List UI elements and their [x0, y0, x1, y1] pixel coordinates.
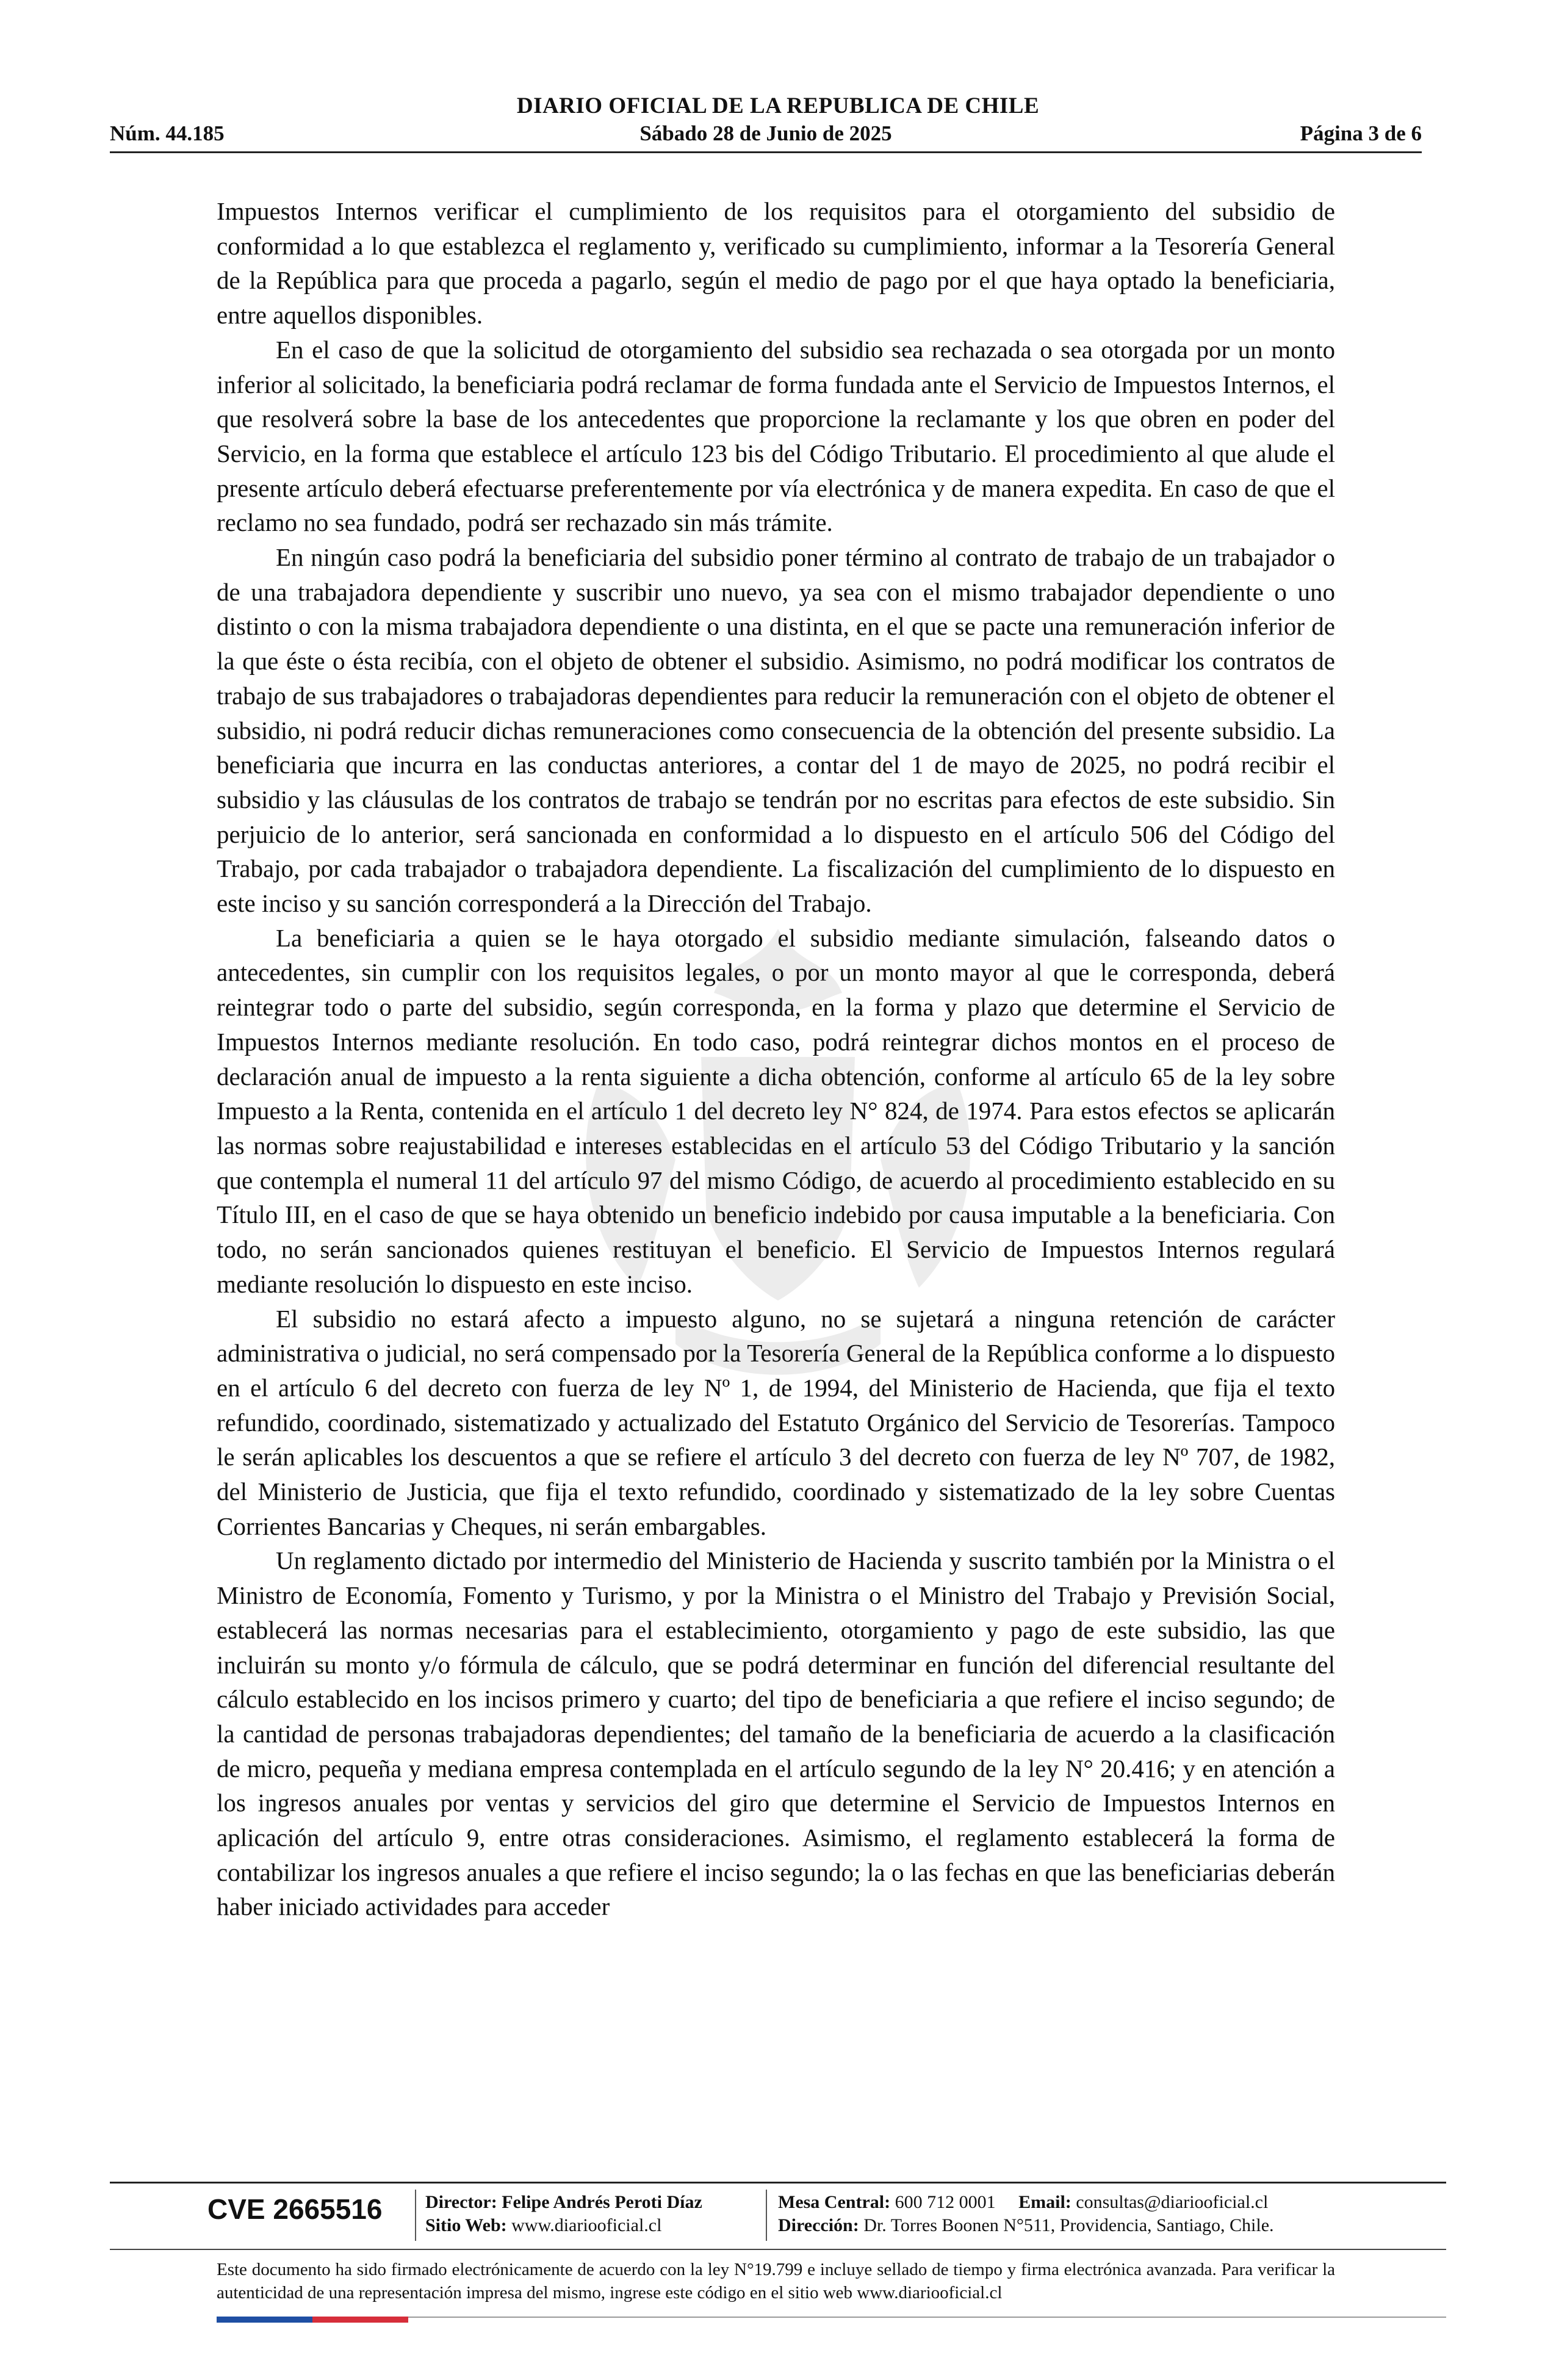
paragraph: Un reglamento dictado por intermedio del Ministerio de Hacienda y suscrito también por la Ministra o el Ministro de Economía, Fomento y Turismo, y por la Ministra o el Ministro del Trabajo y Previsión Social, establecerá las normas necesarias para el establecimiento, otorgamiento y pago de este subsidio, las que incluirán su monto y/o fórmula de cálculo, que se podrá determinar en función del diferencial resultante del cálculo establecido en los incisos primero y cuarto; del tipo de beneficiaria a que refiere el inciso segundo; de la cantidad de personas trabajadoras dependientes; del tamaño de la beneficiaria de acuerdo a la clasificación de micro, pequeña y mediana empresa contemplada en el artículo segundo de la ley N° 20.416; y en atención a los ingresos anuales por ventas y servicios del giro que determine el Servicio de Impuestos Internos en aplicación del artículo 9, entre otras consideraciones. Asimismo, el reglamento establecerá la forma de contabilizar los ingresos anuales a que refiere el inciso segundo; la o las fechas en que las beneficiarias deberán haber iniciado actividades para acceder [217, 1546, 1335, 1921]
website-link[interactable]: www.diariooficial.cl [511, 2215, 662, 2235]
paragraph: La beneficiaria a quien se le haya otorgado el subsidio mediante simulación, falseando datos o antecedentes, sin cumplir con los requisitos legales, o por un monto mayor al que le corresponda, deberá reintegrar todo o parte del subsidio, según corresponda, en la forma y plazo que determine el Servicio de Impuestos Internos mediante resolución. En todo caso, podrá reintegrar dichos montos en el proceso de declaración anual de impuesto a la renta siguiente a dicha obtención, conforme al artículo 65 de la ley sobre Impuesto a la Renta, contenida en el artículo 1 del decreto ley N° 824, de 1974. Para estos efectos se aplicarán las normas sobre reajustabilidad e intereses establecidas en el artículo 53 del Código Tributario y la sanción que contempla el numeral 11 del artículo 97 del mismo Código, de acuerdo al procedimiento establecido en su Título III, en el caso de que se haya obtenido un beneficio indebido por causa imputable a la beneficiaria. Con todo, no serán sancionados quienes restituyan el beneficio. El Servicio de Impuestos Internos regulará mediante resolución lo dispuesto en este inciso. [217, 923, 1335, 1298]
address-value: Dr. Torres Boonen N°511, Providencia, Santiago, Chile. [863, 2215, 1274, 2235]
article-body [217, 194, 1335, 1924]
page-indicator: Página 3 de 6 [1300, 121, 1422, 145]
paragraph: Impuestos Internos verificar el cumplimiento de los requisitos para el otorgamiento del subsidio de conformidad a lo que establezca el reglamento y, verificado su cumplimiento, informar a la Tesorería General de la República para que proceda a pagarlo, según el medio de pago por el que haya optado la beneficiaria, entre aquellos disponibles. [217, 197, 1335, 330]
footer-divider-bottom [408, 2317, 1446, 2318]
footer-divider-top [110, 2182, 1446, 2183]
issue-number: Núm. 44.185 [110, 121, 225, 145]
newspaper-title: DIARIO OFICIAL DE LA REPUBLICA DE CHILE [516, 93, 1040, 118]
director-line [425, 2191, 702, 2214]
director-label: Director: [425, 2192, 497, 2212]
footer-divider-middle [110, 2249, 1446, 2250]
issue-date: Sábado 28 de Junio de 2025 [639, 121, 892, 145]
website-line [425, 2214, 702, 2237]
flag-red-segment [312, 2317, 408, 2323]
address-label: Dirección: [778, 2215, 859, 2235]
footer-separator [415, 2190, 416, 2241]
phone-number: 600 712 0001 [895, 2192, 996, 2212]
paragraph: En ningún caso podrá la beneficiaria del subsidio poner término al contrato de trabajo de un trabajador o de una trabajadora dependiente y suscribir uno nuevo, ya sea con el mismo trabajador dependiente o uno distinto o con la misma trabajadora dependiente o una distinta, en el que se pacte una remuneración inferior de la que éste o ésta recibía, con el objeto de obtener el subsidio. Asimismo, no podrá modificar los contratos de trabajo de sus trabajadores o trabajadoras dependientes para reducir la remuneración con el objeto de obtener el subsidio, ni podrá reducir dichas remuneraciones como consecuencia de la obtención del presente subsidio. La beneficiaria que incurra en las conductas anteriores, a contar del 1 de mayo de 2025, no podrá recibir el subsidio y las cláusulas de los contratos de trabajo se tendrán por no escritas para efectos de este subsidio. Sin perjuicio de lo anterior, será sancionada en conformidad a lo dispuesto en el artículo 506 del Código del Trabajo, por cada trabajador o trabajadora dependiente. La fiscalización del cumplimiento de lo dispuesto en este inciso y su sanción corresponderá a la Dirección del Trabajo. [217, 543, 1335, 918]
cve-code: CVE 2665516 [207, 2193, 383, 2225]
footer-separator [766, 2190, 767, 2241]
footer-director-block [425, 2191, 702, 2237]
header-divider [110, 151, 1422, 153]
email-link[interactable]: consultas@diariooficial.cl [1076, 2192, 1269, 2212]
paragraph: En el caso de que la solicitud de otorgamiento del subsidio sea rechazada o sea otorgada por un monto inferior al solicitado, la beneficiaria podrá reclamar de forma fundada ante el Servicio de Impuestos Internos, el que resolverá sobre la base de los antecedentes que proporcione la reclamante y los que obren en poder del Servicio, en la forma que establece el artículo 123 bis del Código Tributario. El procedimiento al que alude el presente artículo deberá efectuarse preferentemente por vía electrónica y de manera expedita. En caso de que el reclamo no sea fundado, podrá ser rechazado sin más trámite. [217, 335, 1335, 537]
header-row [110, 120, 1422, 148]
flag-blue-segment [217, 2317, 312, 2323]
signature-notice: Este documento ha sido firmado electrónicamente de acuerdo con la ley N°19.799 e incluye sellado de tiempo y firma electrónica avanzada. Para verificar la autenticidad de una representación impresa del mismo, ingrese este código en el sitio web www.diariooficial.cl [217, 2260, 1335, 2302]
address-line [778, 2214, 1274, 2237]
flag-color-bar [217, 2317, 408, 2323]
footer-contact-block [778, 2191, 1274, 2237]
phone-email-line [778, 2191, 1274, 2214]
website-label: Sitio Web: [425, 2215, 507, 2235]
director-name: Felipe Andrés Peroti Díaz [502, 2192, 702, 2212]
paragraph: El subsidio no estará afecto a impuesto alguno, no se sujetará a ninguna retención de carácter administrativa o judicial, no será compensado por la Tesorería General de la República conforme a lo dispuesto en el artículo 6 del decreto con fuerza de ley Nº 1, de 1994, del Ministerio de Hacienda, que fija el texto refundido, coordinado, sistematizado y actualizado del Estatuto Orgánico del Servicio de Tesorerías. Tampoco le serán aplicables los descuentos a que se refiere el artículo 3 del decreto con fuerza de ley Nº 707, de 1982, del Ministerio de Justicia, que fija el texto refundido, coordinado y sistematizado de la ley sobre Cuentas Corrientes Bancarias y Cheques, ni serán embargables. [217, 1304, 1335, 1540]
phone-label: Mesa Central: [778, 2192, 891, 2212]
email-label: Email: [1018, 2192, 1072, 2212]
